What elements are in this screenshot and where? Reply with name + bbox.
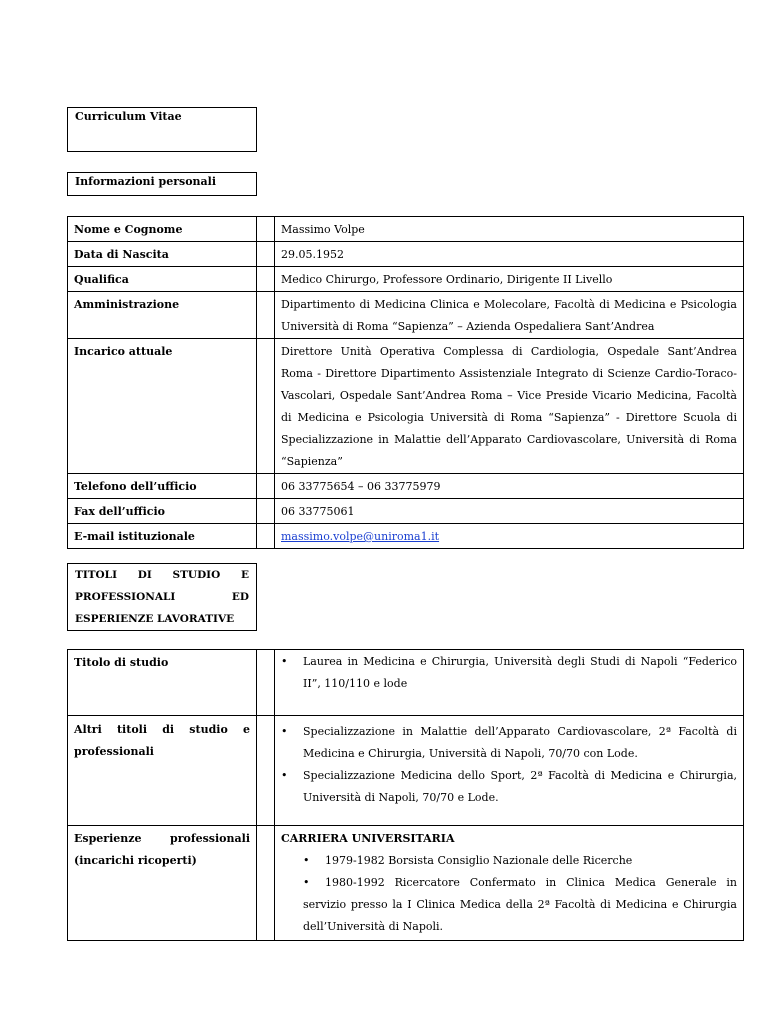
esperienze-label: Esperienze professionali (incarichi ricoperti) (68, 826, 257, 941)
row-value: Medico Chirurgo, Professore Ordinario, Dirigente II Livello (275, 267, 744, 292)
cv-title: Curriculum Vitae (75, 110, 182, 123)
list-item: • Specializzazione Medicina dello Sport, 2ª Facoltà di Medicina e Chirurgia, Università di Napoli, 70/70 e Lode. (281, 765, 737, 809)
row-label: Qualifica (68, 267, 257, 292)
table-row (68, 826, 744, 941)
table-row (68, 242, 744, 267)
personal-info-title: Informazioni personali (75, 175, 217, 188)
list-item: • 1979-1982 Borsista Consiglio Nazionale delle Ricerche (281, 850, 737, 872)
table-row (68, 474, 744, 499)
personal-info-title-box (67, 172, 257, 196)
row-label: E-mail istituzionale (68, 524, 257, 549)
row-value: Dipartimento di Medicina Clinica e Molecolare, Facoltà di Medicina e Psicologia Università di Roma “Sapienza” – Azienda Ospedaliera Sant’Andrea (275, 292, 744, 339)
row-label: Fax dell’ufficio (68, 499, 257, 524)
row-value: 29.05.1952 (275, 242, 744, 267)
cv-title-box (67, 107, 257, 152)
section2-title: TITOLI DI STUDIO E PROFESSIONALI ED ESPERIENZE LAVORATIVE (75, 569, 249, 625)
table-row (68, 499, 744, 524)
row-label: Incarico attuale (68, 339, 257, 474)
table-row (68, 267, 744, 292)
altri-label: Altri titoli di studio e professionali (68, 716, 257, 826)
row-value: Direttore Unità Operativa Complessa di Cardiologia, Ospedale Sant’Andrea Roma - Direttore Dipartimento Assistenziale Integrato di Scienze Cardio-Toraco-Vascolari, Ospedale Sant’Andrea Roma – Vice Preside Vicario Medicina, Facoltà di Medicina e Psicologia Università di Roma “Sapienza” - Direttore Scuola di Specializzazione in Malattie dell’Apparato Cardiovascolare, Università di Roma “Sapienza” (275, 339, 744, 474)
table-row (68, 292, 744, 339)
row-value (275, 524, 744, 549)
titolo-cell (275, 650, 744, 716)
row-label: Amministrazione (68, 292, 257, 339)
personal-info-table (67, 216, 744, 549)
esperienze-cell (275, 826, 744, 941)
list-item: • Laurea in Medicina e Chirurgia, Università degli Studi di Napoli “Federico II”, 110/110 e lode (281, 651, 737, 695)
row-label: Telefono dell’ufficio (68, 474, 257, 499)
row-label: Data di Nascita (68, 242, 257, 267)
row-value: 06 33775654 – 06 33775979 (275, 474, 744, 499)
list-item: • Specializzazione in Malattie dell’Apparato Cardiovascolare, 2ª Facoltà di Medicina e Chirurgia, Università di Napoli, 70/70 con Lode. (281, 721, 737, 765)
table-row (68, 524, 744, 549)
table-row (68, 339, 744, 474)
table-row (68, 716, 744, 826)
carriera-heading: CARRIERA UNIVERSITARIA (281, 832, 455, 845)
table-row (68, 217, 744, 242)
list-item: • 1980-1992 Ricercatore Confermato in Clinica Medica Generale in servizio presso la I Clinica Medica della 2ª Facoltà di Medicina e Chirurgia dell’Università di Napoli. (281, 872, 737, 938)
altri-cell (275, 716, 744, 826)
section2-title-box (67, 563, 257, 631)
table-row (68, 650, 744, 716)
row-value: 06 33775061 (275, 499, 744, 524)
email-link[interactable]: massimo.volpe@uniroma1.it (281, 530, 440, 543)
row-value: Massimo Volpe (275, 217, 744, 242)
titolo-label: Titolo di studio (68, 650, 257, 716)
titles-experience-table (67, 649, 744, 941)
row-label: Nome e Cognome (68, 217, 257, 242)
